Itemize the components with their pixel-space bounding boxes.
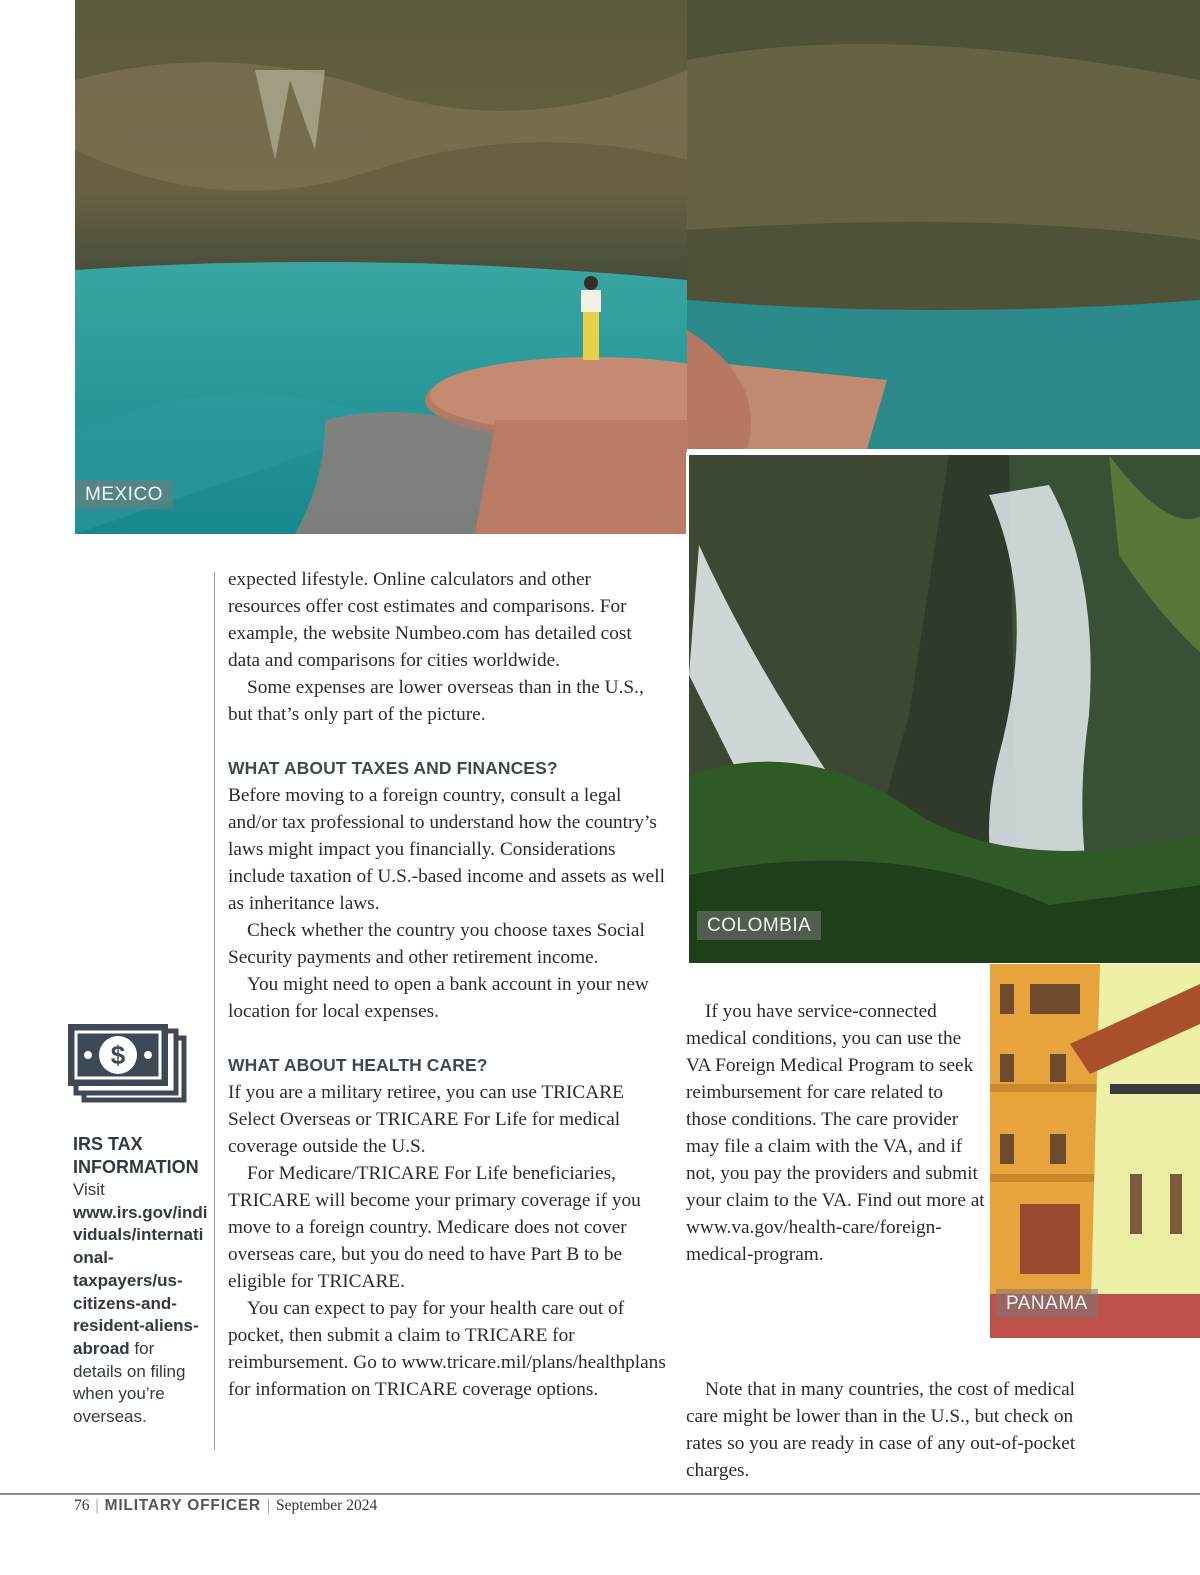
paragraph: For Medicare/TRICARE For Life beneficiaries, TRICARE will become your primary coverage if you move to a foreign country. Medicare does not cover overseas care, but you do need to have Part B to be eligible for TRICARE. — [228, 1163, 641, 1292]
money-stack-icon — [68, 1024, 188, 1104]
svg-text:$: $ — [110, 1040, 126, 1070]
panama-photo — [990, 964, 1200, 1338]
photo-caption-mexico: MEXICO — [75, 480, 173, 509]
paragraph: Note that in many countries, the cost of medical care might be lower than in the U.S., but check on rates so you are ready in case of any out-of-pocket charges. — [686, 1379, 1076, 1481]
section-heading-taxes: WHAT ABOUT TAXES AND FINANCES? — [228, 758, 558, 778]
article-column-right — [686, 998, 986, 1268]
page-number: 76 — [74, 1497, 90, 1514]
photo-caption-panama: PANAMA — [996, 1289, 1098, 1318]
sidebar-body — [73, 1179, 208, 1429]
colombia-photo — [686, 452, 1200, 963]
mexico-photo — [75, 0, 687, 534]
paragraph: You can expect to pay for your health care out of pocket, then submit a claim to TRICARE for reimbursement. Go to www.tricare.mil/plans/healthplans for information on TRICARE coverage options. — [228, 1298, 666, 1400]
paragraph: Some expenses are lower overseas than in the U.S., but that’s only part of the picture. — [228, 677, 644, 725]
article-column-right-lower — [686, 1376, 1086, 1484]
page-footer: 76 | MILITARY OFFICER | September 2024 — [74, 1497, 378, 1514]
footer-rule — [0, 1493, 1200, 1495]
sidebar-rest: for details on filing when you’re overseas. — [73, 1338, 186, 1427]
irs-link[interactable]: www.irs.gov/individuals/international-taxpayers/us-citizens-and-resident-aliens-abroad — [73, 1202, 208, 1358]
sidebar-title: IRS TAX INFORMATION — [73, 1134, 199, 1177]
magazine-name: MILITARY OFFICER — [104, 1497, 261, 1514]
paragraph: expected lifestyle. Online calculators and other resources offer cost estimates and comparisons. For example, the website Numbeo.com has detailed cost data and comparisons for cities worldwide. — [228, 569, 632, 671]
paragraph: Check whether the country you choose taxes Social Security payments and other retirement income. — [228, 920, 645, 968]
mexico-photo-extension — [687, 0, 1200, 449]
column-divider — [214, 572, 215, 1450]
paragraph: You might need to open a bank account in your new location for local expenses. — [228, 974, 649, 1022]
section-heading-health-care: WHAT ABOUT HEALTH CARE? — [228, 1055, 488, 1075]
photo-caption-colombia: COLOMBIA — [697, 911, 821, 940]
sidebar-visit: Visit — [73, 1180, 105, 1199]
issue-date: September 2024 — [276, 1497, 378, 1514]
article-column-middle — [228, 566, 668, 1403]
sidebar-irs-tax-information — [73, 1133, 208, 1429]
paragraph: Before moving to a foreign country, consult a legal and/or tax professional to understand how the country’s laws might impact you financially. Considerations include taxation of U.S.-based income and assets as well as inheritance laws. — [228, 785, 665, 914]
paragraph: If you are a military retiree, you can use TRICARE Select Overseas or TRICARE For Life for medical coverage outside the U.S. — [228, 1082, 624, 1157]
paragraph: If you have service-connected medical conditions, you can use the VA Foreign Medical Program to seek reimbursement for care related to those conditions. The care provider may file a claim with the VA, and if not, you pay the providers and submit your claim to the VA. Find out more at www.va.gov/health-care/foreign-medical-program. — [686, 1001, 985, 1265]
